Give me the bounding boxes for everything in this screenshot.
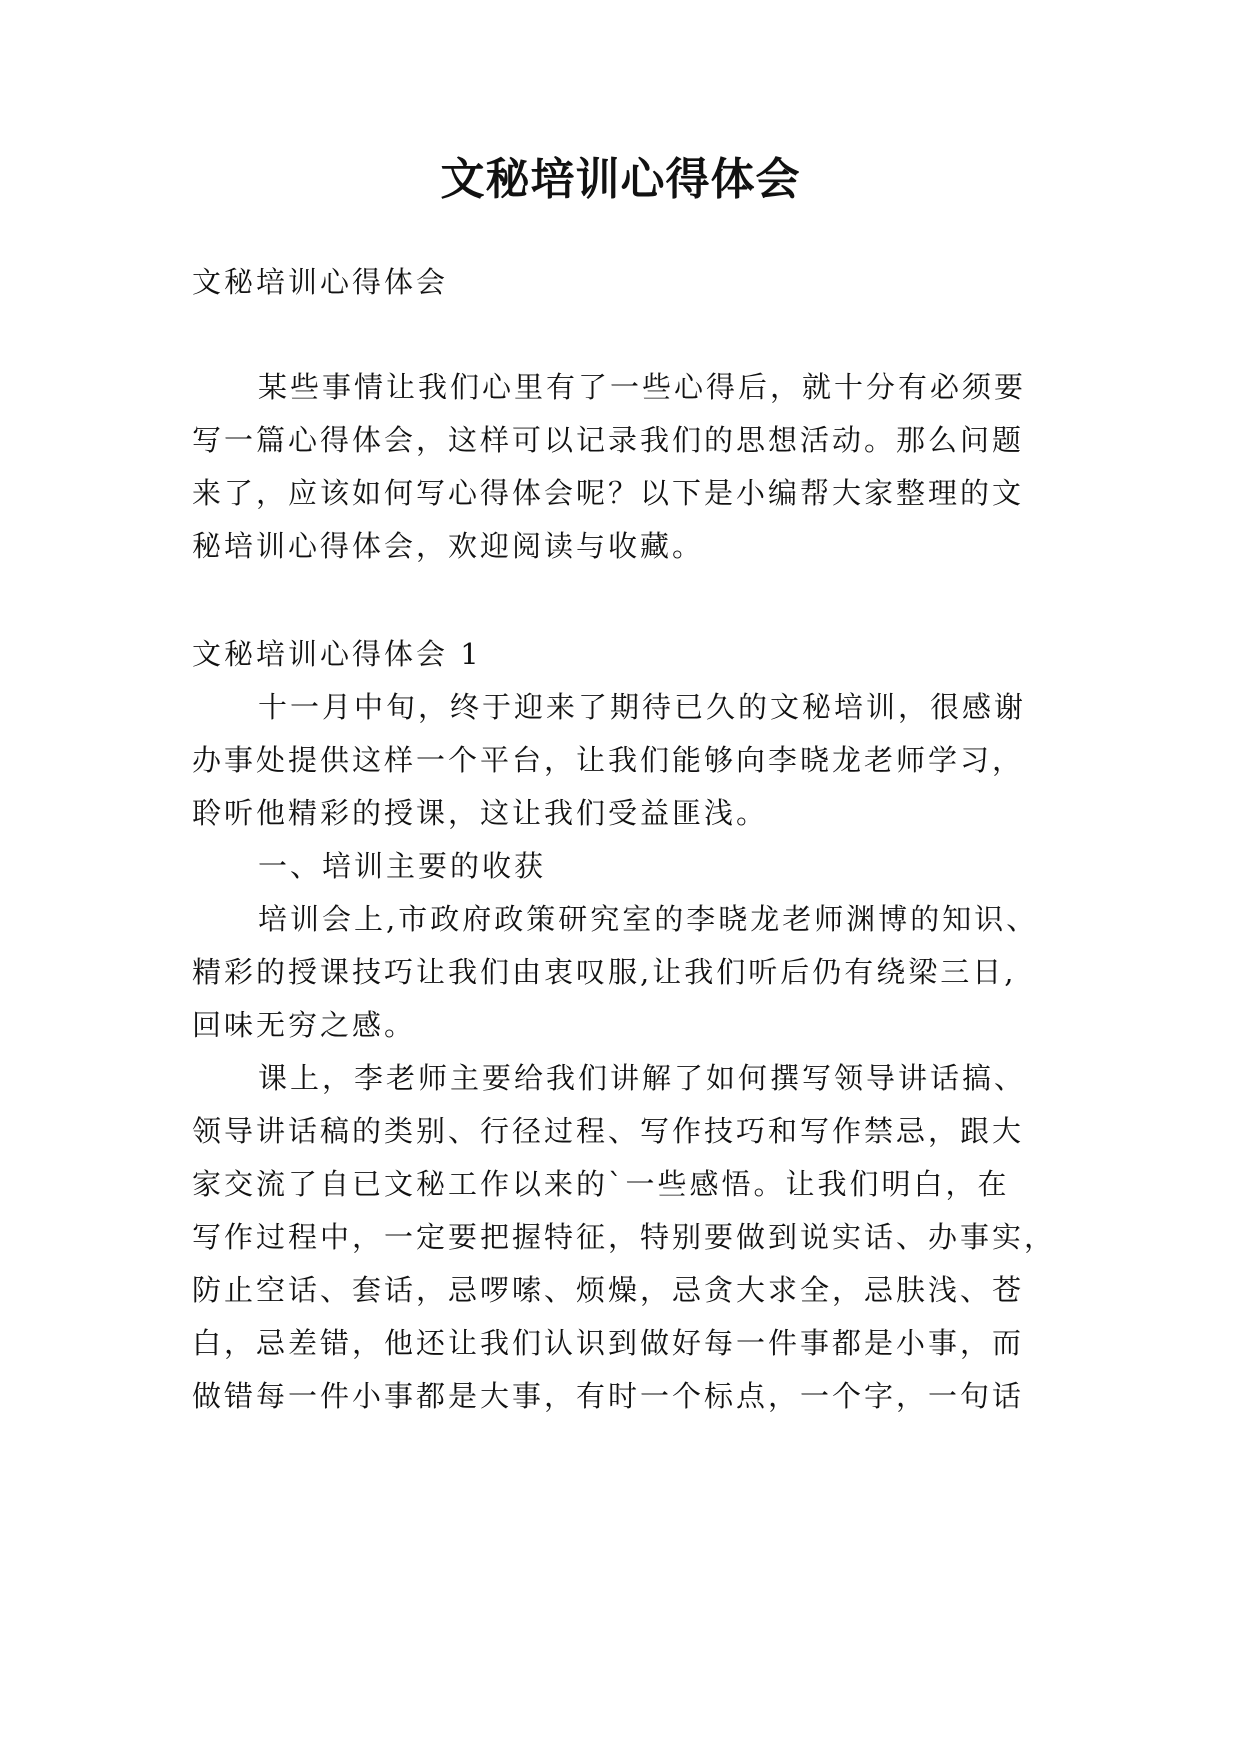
paragraph-line: 防止空话、套话，忌啰嗦、烦燥，忌贪大求全，忌肤浅、苍 [192,1273,1025,1307]
document-subtitle: 文秘培训心得体会 [192,265,449,299]
paragraph-line: 白，忌差错，他还让我们认识到做好每一件事都是小事，而 [192,1326,1025,1360]
intro-line: 某些事情让我们心里有了一些心得后，就十分有必须要 [258,370,1027,404]
paragraph-line: 写作过程中，一定要把握特征，特别要做到说实话、办事实， [192,1220,1057,1254]
paragraph-line: 办事处提供这样一个平台，让我们能够向李晓龙老师学习， [192,743,1025,777]
subheading: 一、培训主要的收获 [258,849,547,883]
intro-line: 来了，应该如何写心得体会呢？以下是小编帮大家整理的文 [192,476,1025,510]
intro-line: 写一篇心得体会，这样可以记录我们的思想活动。那么问题 [192,423,1025,457]
paragraph-line: 做错每一件小事都是大事，有时一个标点，一个字，一句话 [192,1379,1025,1413]
paragraph-line: 领导讲话稿的类别、行径过程、写作技巧和写作禁忌，跟大 [192,1114,1025,1148]
intro-line: 秘培训心得体会，欢迎阅读与收藏。 [192,529,705,563]
paragraph-line: 回味无穷之感。 [192,1008,417,1042]
paragraph-line: 课上，李老师主要给我们讲解了如何撰写领导讲话搞、 [258,1061,1027,1095]
section-heading: 文秘培训心得体会 1 [192,637,482,671]
paragraph-line: 十一月中旬，终于迎来了期待已久的文秘培训，很感谢 [258,690,1027,724]
document-title: 文秘培训心得体会 [440,154,801,205]
paragraph-line: 家交流了自已文秘工作以来的`一些感悟。让我们明白，在 [192,1167,1010,1201]
paragraph-line: 精彩的授课技巧让我们由衷叹服,让我们听后仍有绕梁三日, [192,955,1017,989]
paragraph-line: 聆听他精彩的授课，这让我们受益匪浅。 [192,796,769,830]
paragraph-line: 培训会上,市政府政策研究室的李晓龙老师渊博的知识、 [258,902,1039,936]
